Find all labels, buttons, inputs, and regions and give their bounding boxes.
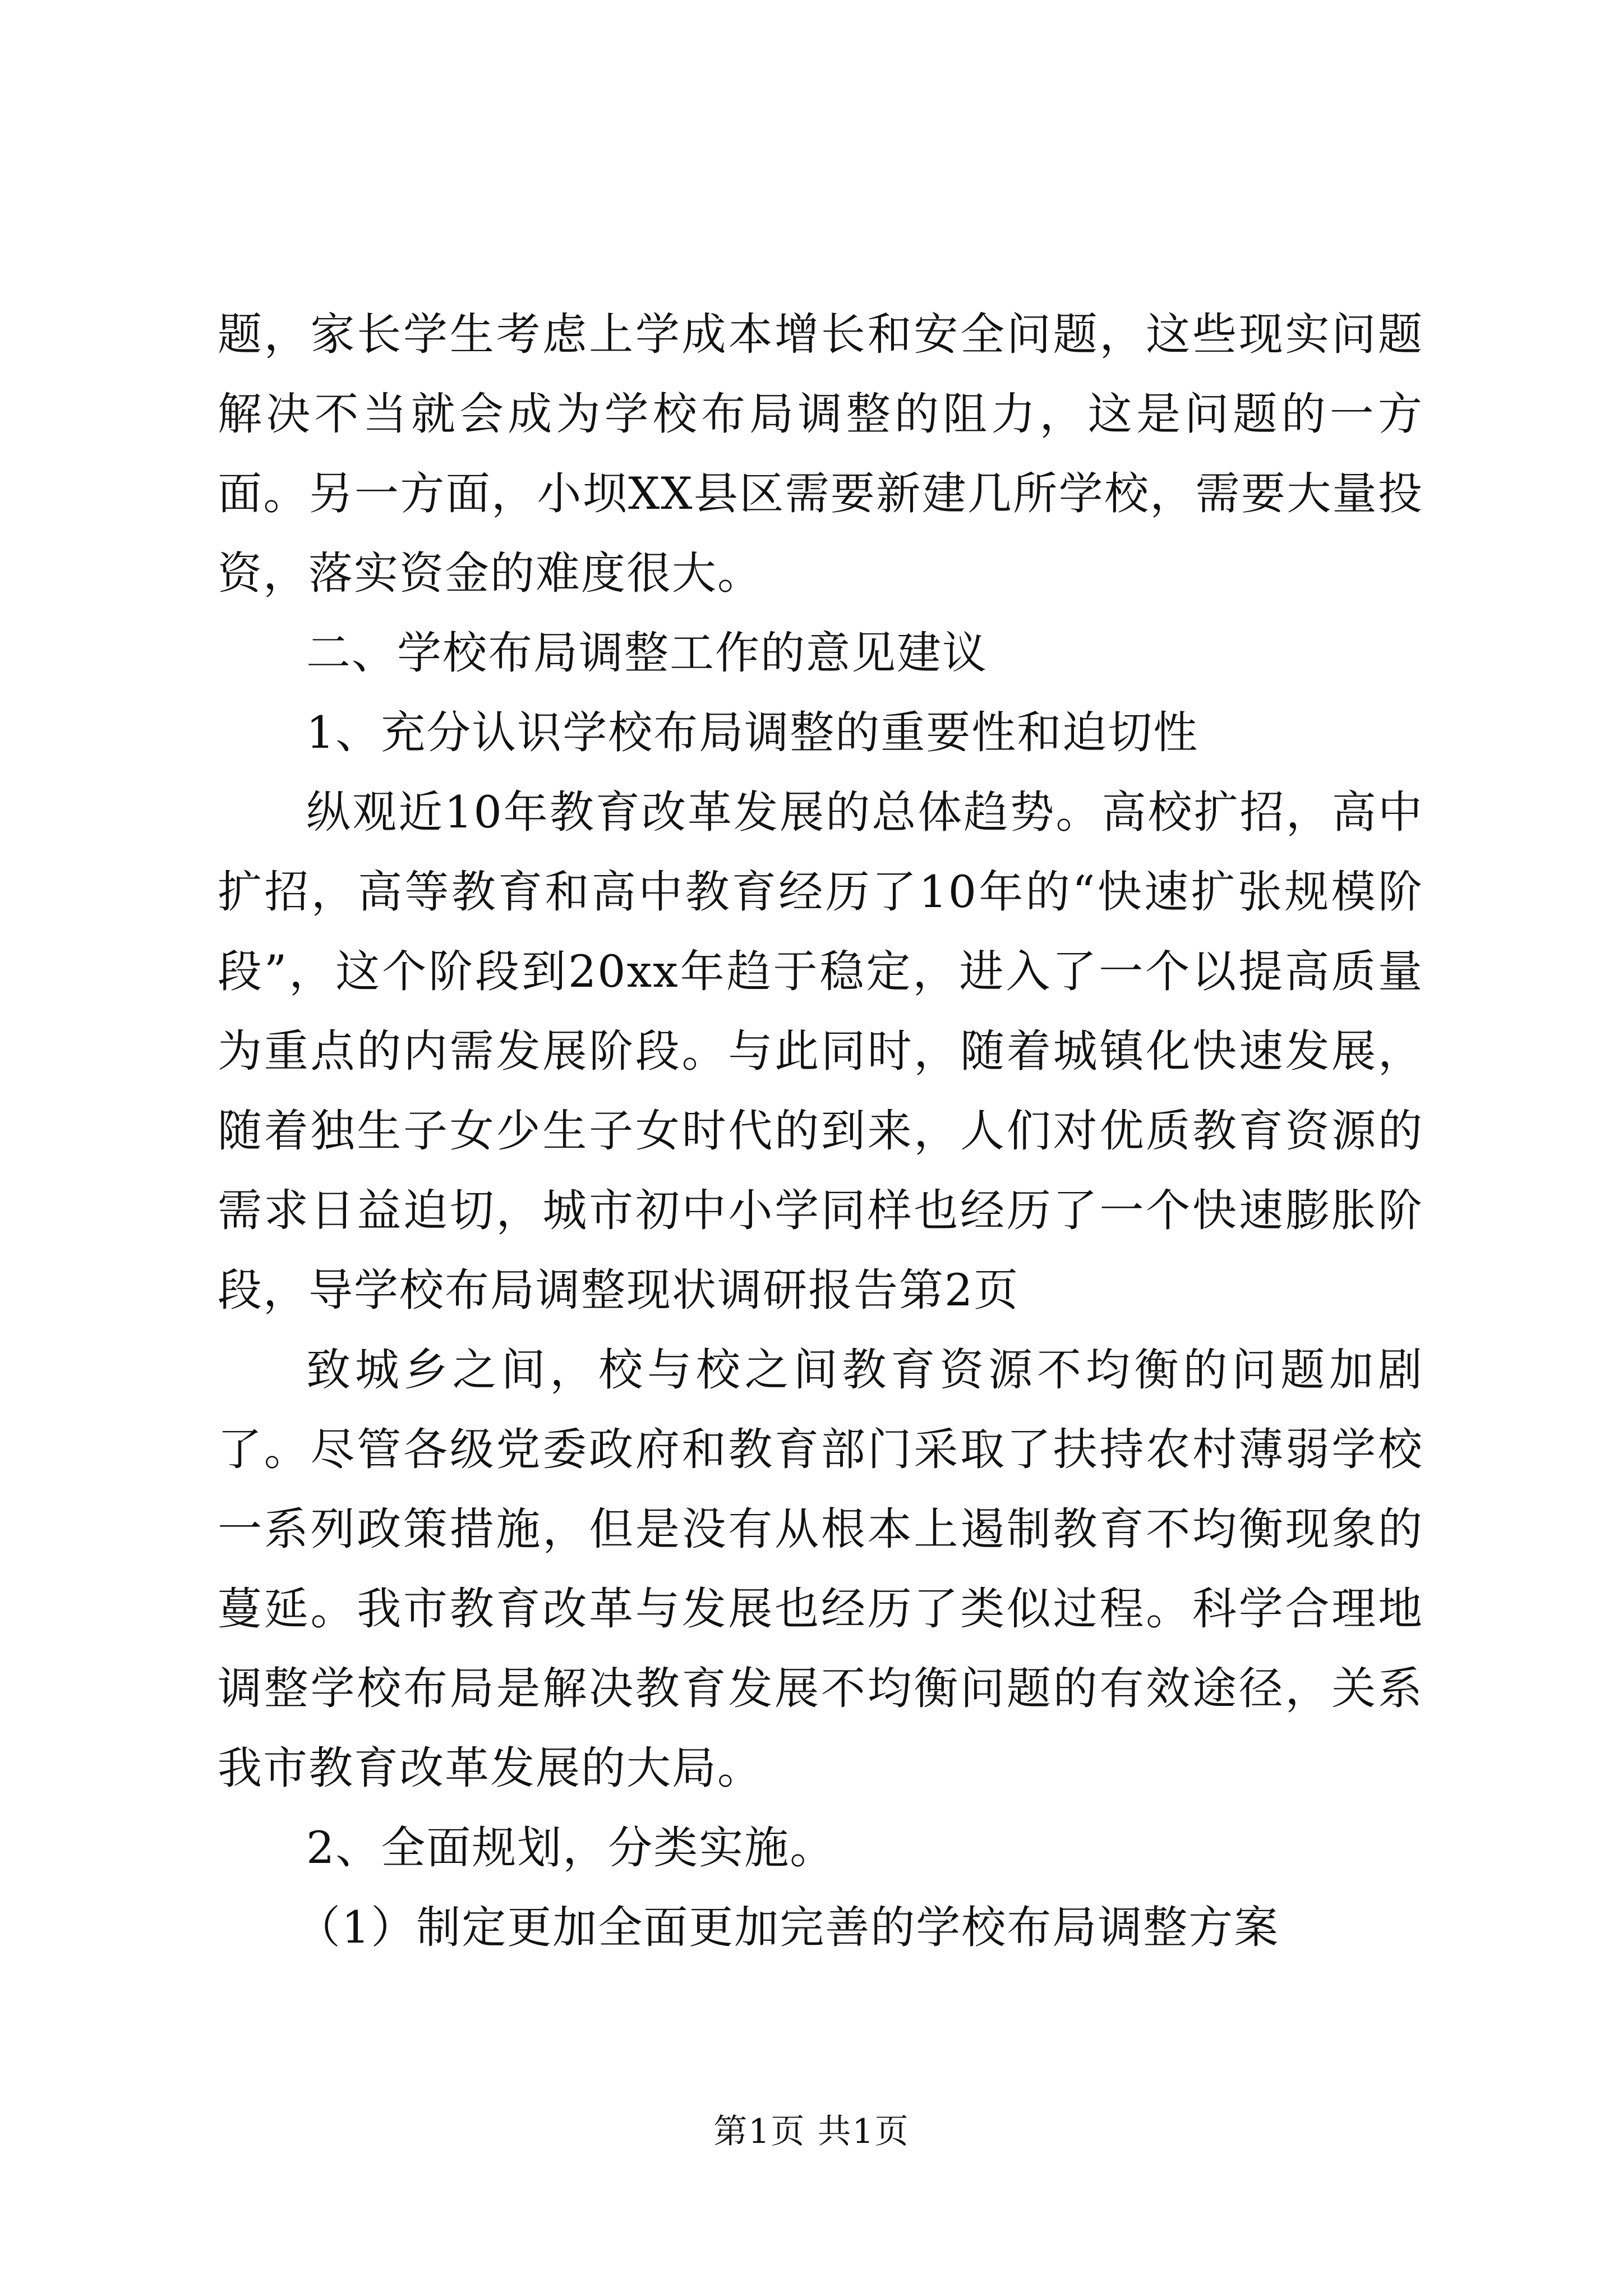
subsection-heading-2: 2、全面规划，分类实施。 (306, 1822, 836, 1874)
subsection-heading-1: 1、充分认识学校布局调整的重要性和迫切性 (306, 707, 1199, 758)
paragraph-trend: 纵观近10年教育改革发展的总体趋势。高校扩招，高中扩招，高等教育和高中教育经历了10年的“快速扩张规模阶段”，这个阶段到20xx年趋于稳定，进入了一个以提高质量为重点的内需发展阶段。与此同时，随着城镇化快速发展，随着独生子女少生子女时代的到来，人们对优质教育资源的需求日益迫切，城市初中小学同样也经历了一个快速膨胀阶段，导学校布局调整现状调研报告第2页 (218, 786, 1423, 1316)
paragraph-continuation: 题，家长学生考虑上学成本增长和安全问题，这些现实问题解决不当就会成为学校布局调整的阻力，这是问题的一方面。另一方面，小坝XX县区需要新建几所学校，需要大量投资，落实资金的难度很大。 (218, 309, 1423, 599)
page-footer: 第1页 共1页 (713, 2112, 910, 2151)
sub-item-heading: （1）制定更加全面更加完善的学校布局调整方案 (296, 1902, 1280, 1953)
section-heading: 二、学校布局调整工作的意见建议 (306, 627, 988, 679)
paragraph-imbalance: 致城乡之间，校与校之间教育资源不均衡的问题加剧了。尽管各级党委政府和教育部门采取了扶持农村薄弱学校一系列政策措施，但是没有从根本上遏制教育不均衡现象的蔓延。我市教育改革与发展也经历了类似过程。科学合理地调整学校布局是解决教育发展不均衡问题的有效途径，关系我市教育改革发展的大局。 (218, 1344, 1423, 1794)
document-body (218, 295, 1423, 1967)
